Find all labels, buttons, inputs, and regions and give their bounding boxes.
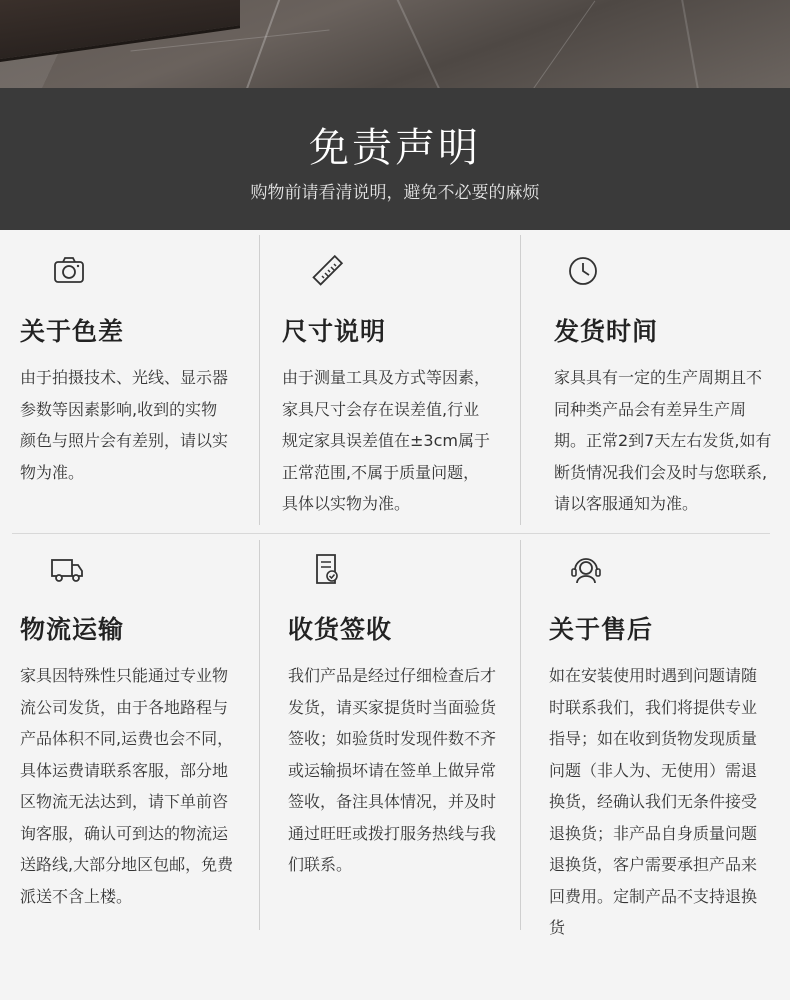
page-title: 免责声明 [309,125,481,171]
ruler-icon [310,254,344,288]
column-divider [259,540,260,930]
column-divider [520,235,521,525]
section-heading: 关于色差 [20,317,125,346]
section-heading: 发货时间 [554,317,659,346]
photo-cabinet [0,0,240,62]
section-heading: 物流运输 [20,615,125,644]
hero-photo [0,0,790,88]
section-heading: 尺寸说明 [282,317,387,346]
disclaimer-header [0,88,790,230]
section-body: 如在安装使用时遇到问题请随时联系我们，我们将提供专业指导；如在收到货物发现质量问题（非人为、无使用）需退换货，经确认我们无条件接受退换货；非产品自身质量问题退换货，客户需要承担产品来回费用。定制产品不支持退换货 [549,666,758,937]
disclaimer-grid [0,230,790,1000]
receipt-check-icon [310,552,344,586]
customer-service-icon [569,552,603,586]
section-body: 我们产品是经过仔细检查后才发货，请买家提货时当面验货签收；如验货时发现件数不齐或运输损坏请在签单上做异常签收，备注具体情况，并及时通过旺旺或拨打服务热线与我们联系。 [288,666,497,874]
column-divider [259,235,260,525]
section-body: 由于测量工具及方式等因素，家具尺寸会存在误差值,行业规定家具误差值在±3cm属于正常范围,不属于质量问题，具体以实物为准。 [282,368,491,513]
page-subtitle: 购物前请看清说明，避免不必要的麻烦 [250,183,540,203]
section-heading: 关于售后 [549,615,654,644]
section-body: 由于拍摄技术、光线、显示器参数等因素影响,收到的实物颜色与照片会有差别，请以实物为准。 [20,368,229,482]
clock-icon [566,254,600,288]
delivery-truck-icon [50,552,84,586]
section-body: 家具具有一定的生产周期且不同种类产品会有差异生产周期。正常2到7天左右发货,如有断货情况我们会及时与您联系,请以客服通知为准。 [554,368,772,513]
section-heading: 收货签收 [288,615,393,644]
section-body: 家具因特殊性只能通过专业物流公司发货，由于各地路程与产品体积不同,运费也会不同，具体运费请联系客服，部分地区物流无法达到，请下单前咨询客服，确认可到达的物流运送路线,大部分地区包邮，免费派送不含上楼。 [20,666,234,906]
camera-icon [52,254,86,288]
row-divider [12,533,770,534]
column-divider [520,540,521,930]
